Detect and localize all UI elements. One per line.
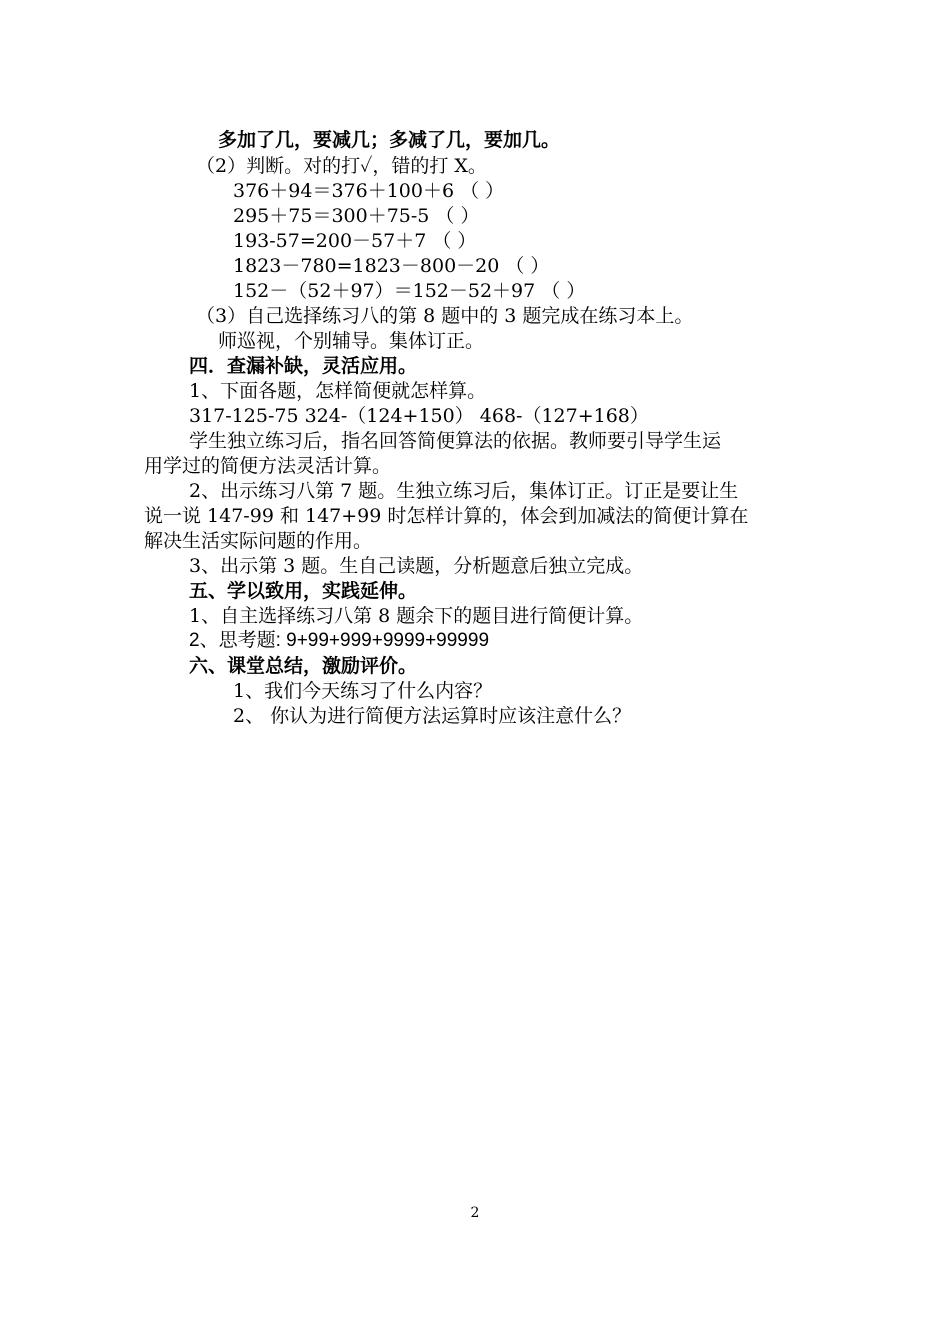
page-number: 2 [470,1205,480,1221]
section-6-question-1: 1、我们今天练习了什么内容？ [233,680,493,702]
judgement-item-2: 295＋75＝300＋75-5 （ ） [233,205,480,227]
exercise-choice-line: （3）自己选择练习八的第 8 题中的 3 题完成在练习本上。 [196,305,694,327]
teacher-guidance-line: 师巡视，个别辅导。集体订正。 [218,330,485,352]
paragraph-line: 说一说 147-99 和 147+99 时怎样计算的，体会到加减法的简便计算在 [144,505,749,527]
judgement-item-1: 376＋94＝376＋100＋6 （ ） [233,180,505,202]
section-heading-4: 四．查漏补缺，灵活应用。 [189,355,418,377]
section-5-task-2: 2、思考题: 9+99+999+9999+99999 [189,630,490,651]
rule-summary-line: 多加了几，要减几；多减了几，要加几。 [218,129,561,151]
judgement-item-4: 1823－780=1823－800－20 （ ） [233,255,550,277]
section-4-expressions: 317-125-75 324-（124+150） 468-（127+168） [189,405,649,427]
paragraph-line: 用学过的简便方法灵活计算。 [144,455,392,477]
section-5-task-1: 1、自主选择练习八第 8 题余下的题目进行简便计算。 [189,605,644,627]
section-heading-6: 六、课堂总结，激励评价。 [189,655,418,677]
paragraph-line: 解决生活实际问题的作用。 [144,530,373,552]
section-heading-5: 五、学以致用，实践延伸。 [189,580,418,602]
judgement-item-3: 193-57=200－57＋7 （ ） [233,230,477,252]
section-6-question-2: 2、 你认为进行简便方法运算时应该注意什么？ [233,705,632,727]
paragraph-line: 2、出示练习八第 7 题。生独立练习后，集体订正。订正是要让生 [189,480,739,502]
paragraph-line: 3、出示第 3 题。生自己读题，分析题意后独立完成。 [189,555,644,577]
judgement-instruction: （2）判断。对的打✓，错的打 X。 [196,155,487,177]
section-4-task-1: 1、下面各题，怎样简便就怎样算。 [189,380,487,402]
judgement-item-5: 152－（52＋97）＝152－52＋97 （ ） [233,280,586,302]
paragraph-line: 学生独立练习后，指名回答简便算法的依据。教师要引导学生运 [189,430,722,452]
